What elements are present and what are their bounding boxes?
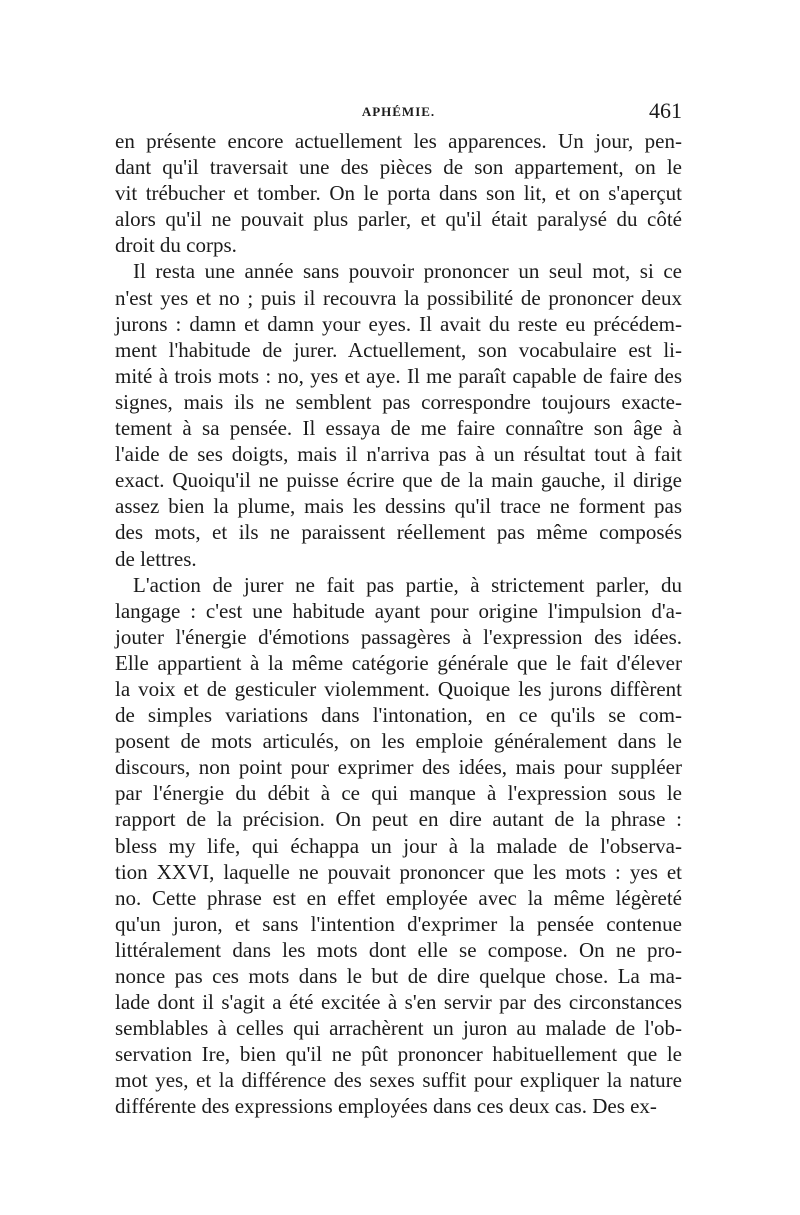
text-line: qu'un juron, et sans l'intention d'exprimer la pensée contenue [115,911,682,936]
text-line: tion XXVI, laquelle ne pouvait prononcer que les mots : yes et [115,859,682,884]
text-line: dant qu'il traversait une des pièces de son appartement, on le [115,155,682,180]
text-line: tement à sa pensée. Il essaya de me faire connaître son âge à [115,416,682,441]
paragraph [115,572,682,1120]
text-line: discours, non point pour exprimer des idées, mais pour suppléer [115,755,682,780]
text-line: bless my life, qui échappa un jour à la malade de l'observa- [115,833,682,858]
text-line: posent de mots articulés, on les emploie généralement dans le [115,729,682,754]
text-line: langage : c'est une habitude ayant pour origine l'impulsion d'a- [115,598,682,623]
text-line: Elle appartient à la même catégorie générale que le fait d'élever [115,650,682,675]
text-line: mot yes, et la différence des sexes suffit pour expliquer la nature [115,1068,682,1093]
running-title: APHÉMIE. [361,104,436,119]
text-line: rapport de la précision. On peut en dire autant de la phrase : [115,807,682,832]
text-line: L'action de jurer ne fait pas partie, à strictement parler, du [133,572,682,597]
text-line: différente des expressions employées dans ces deux cas. Des ex- [115,1094,657,1119]
text-line: littéralement dans les mots dont elle se compose. On ne pro- [115,937,682,962]
text-line: jurons : damn et damn your eyes. Il avait du reste eu précédem- [115,311,682,336]
text-line: exact. Quoiqu'il ne puisse écrire que de la main gauche, il dirige [115,468,682,493]
text-line: de simples variations dans l'intonation, en ce qu'ils se com- [115,703,682,728]
text-line: signes, mais ils ne semblent pas correspondre toujours exacte- [115,389,682,414]
text-line: ment l'habitude de jurer. Actuellement, son vocabulaire est li- [115,337,682,362]
text-line: par l'énergie du débit à ce qui manque à l'expression sous le [115,781,682,806]
text-line: lade dont il s'agit a été excitée à s'en servir par des circonstances [115,990,682,1015]
text-line: vit trébucher et tomber. On le porta dans son lit, et on s'aperçut [115,181,682,206]
text-line: alors qu'il ne pouvait plus parler, et qu'il était paralysé du côté [115,207,682,232]
text-line: jouter l'énergie d'émotions passagères à l'expression des idées. [115,624,682,649]
text-line: de lettres. [115,546,197,571]
paragraph [115,128,682,258]
text-line: Il resta une année sans pouvoir prononcer un seul mot, si ce [133,259,682,284]
text-line: mité à trois mots : no, yes et aye. Il me paraît capable de faire des [115,363,682,388]
text-line: l'aide de ses doigts, mais il n'arriva pas à un résultat tout à fait [115,442,682,467]
page-number: 461 [649,98,682,123]
text-line: droit du corps. [115,233,237,258]
text-line: nonce pas ces mots dans le but de dire quelque chose. La ma- [115,964,682,988]
text-line: la voix et de gesticuler violemment. Quoique les jurons diffèrent [115,676,682,701]
text-body [115,128,682,1120]
text-line: n'est yes et no ; puis il recouvra la possibilité de prononcer deux [115,285,682,310]
text-line: servation Ire, bien qu'il ne pût prononcer habituellement que le [115,1042,682,1067]
text-line: en présente encore actuellement les apparences. Un jour, pen- [115,129,682,153]
running-head [115,98,682,126]
text-line: des mots, et ils ne paraissent réellement pas même composés [115,520,682,545]
paragraph [115,258,682,571]
text-line: assez bien la plume, mais les dessins qu'il trace ne forment pas [115,494,682,519]
text-line: semblables à celles qui arrachèrent un juron au malade de l'ob- [115,1016,682,1041]
text-line: no. Cette phrase est en effet employée avec la même légèreté [115,885,682,910]
